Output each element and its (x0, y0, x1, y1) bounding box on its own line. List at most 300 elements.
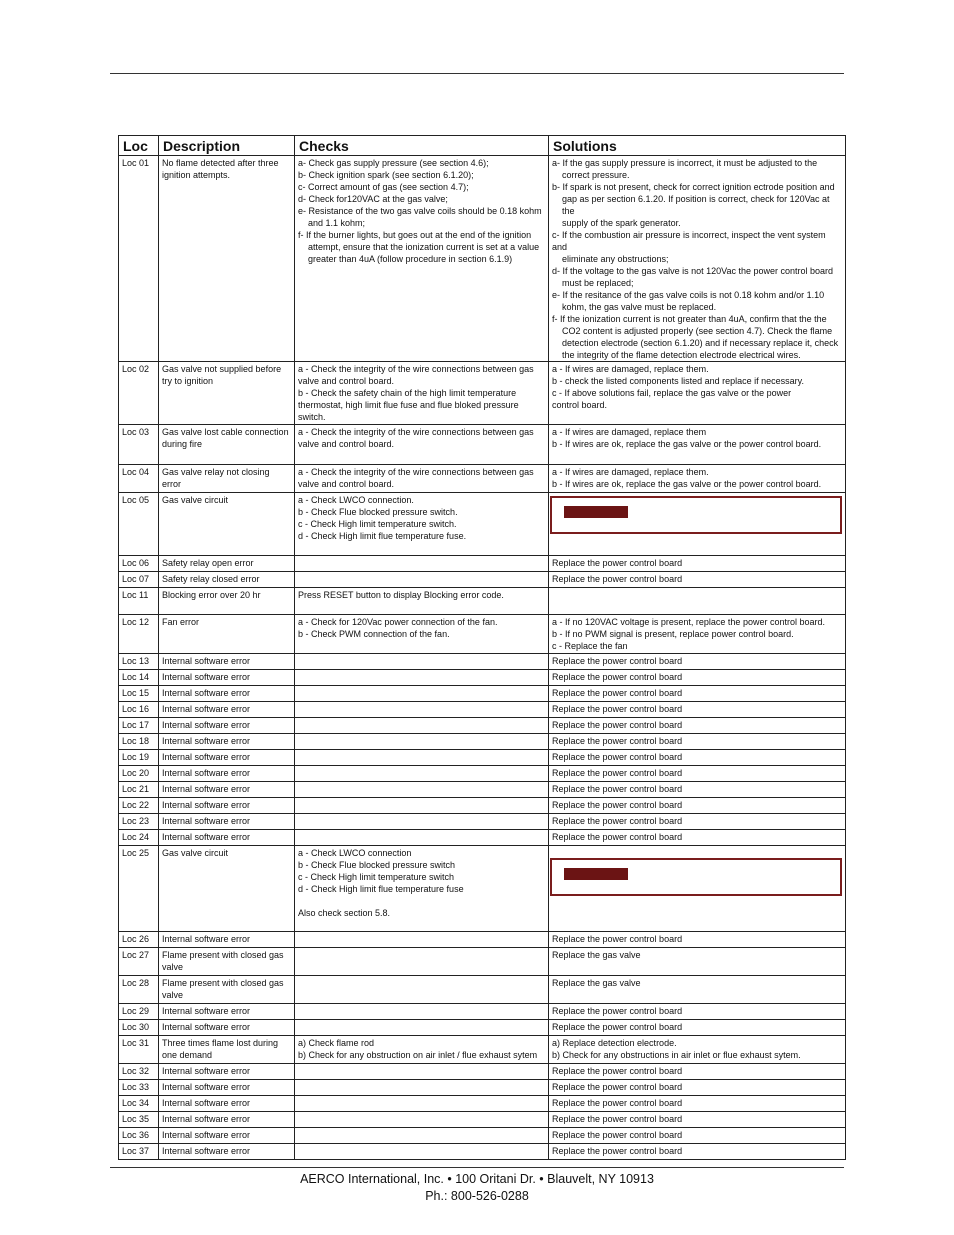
solutions-cell (549, 1096, 846, 1112)
description-cell (159, 670, 295, 686)
column-header-description: Description (159, 136, 295, 156)
description-cell (159, 493, 295, 556)
description-cell (159, 156, 295, 362)
solutions-cell (549, 948, 846, 976)
checks-cell (295, 362, 549, 425)
solutions-cell-line: Replace the power control board (552, 934, 683, 944)
loc-code-cell: Loc 21 (119, 782, 159, 798)
description-cell-line: Internal software error (162, 1130, 251, 1140)
description-cell-line: Internal software error (162, 768, 251, 778)
note-box (550, 496, 842, 534)
loc-code-cell: Loc 35 (119, 1112, 159, 1128)
solutions-cell (549, 976, 846, 1004)
solutions-cell-line: b - If no PWM signal is present, replace power control board. (552, 629, 794, 639)
checks-cell (295, 1080, 549, 1096)
table-body (119, 156, 846, 1160)
solutions-cell (549, 1004, 846, 1020)
checks-cell-line: a - Check the integrity of the wire connections between gas (298, 364, 534, 374)
description-cell-line: Internal software error (162, 656, 251, 666)
table-row (119, 425, 846, 465)
solutions-cell-line: a- If the gas supply pressure is incorrect, it must be adjusted to the (552, 158, 818, 168)
solutions-cell-line: b - check the listed components listed and replace if necessary. (552, 376, 804, 386)
solutions-cell (549, 766, 846, 782)
table-row (119, 976, 846, 1004)
description-cell-line: Internal software error (162, 1006, 251, 1016)
table-row (119, 1020, 846, 1036)
table-row (119, 1004, 846, 1020)
description-cell-line: Fan error (162, 617, 200, 627)
description-cell-line: Internal software error (162, 1022, 251, 1032)
description-cell (159, 932, 295, 948)
loc-code-cell: Loc 34 (119, 1096, 159, 1112)
solutions-cell-line: Replace the power control board (552, 832, 683, 842)
table-row (119, 615, 846, 654)
table-row (119, 750, 846, 766)
checks-cell-line: Press RESET button to display Blocking error code. (298, 590, 504, 600)
description-cell-line: Internal software error (162, 704, 251, 714)
checks-cell (295, 814, 549, 830)
description-cell (159, 948, 295, 976)
solutions-cell (549, 932, 846, 948)
description-cell (159, 1128, 295, 1144)
description-cell-line: during fire (162, 439, 203, 449)
table-row (119, 493, 846, 556)
solutions-cell (549, 734, 846, 750)
checks-cell-line: a - Check LWCO connection (298, 848, 412, 858)
description-cell-line: try to ignition (162, 376, 214, 386)
checks-cell (295, 615, 549, 654)
description-cell-line: Safety relay open error (162, 558, 254, 568)
table-row (119, 782, 846, 798)
description-cell (159, 976, 295, 1004)
loc-code-cell: Loc 23 (119, 814, 159, 830)
checks-cell-line: b) Check for any obstruction on air inlet / flue exhaust sytem (298, 1050, 538, 1060)
solutions-cell-line: Replace the power control board (552, 656, 683, 666)
solutions-cell-line: b - If wires are ok, replace the gas valve or the power control board. (552, 439, 822, 449)
loc-code-cell: Loc 20 (119, 766, 159, 782)
solutions-cell-line: Replace the gas valve (552, 950, 641, 960)
description-cell-line: Internal software error (162, 688, 251, 698)
solutions-cell-line: Replace the power control board (552, 1098, 683, 1108)
checks-cell (295, 782, 549, 798)
table-row (119, 830, 846, 846)
description-cell-line: Gas valve relay not closing error (162, 467, 270, 489)
solutions-cell (549, 830, 846, 846)
checks-cell-line: and 1.1 kohm; (308, 218, 366, 228)
loc-code-cell: Loc 19 (119, 750, 159, 766)
checks-cell-line: d - Check High limit flue temperature fuse. (298, 531, 467, 541)
checks-cell-line: e- Resistance of the two gas valve coils should be 0.18 kohm (298, 206, 542, 216)
description-cell-line: ignition attempts. (162, 170, 231, 180)
description-cell-line: Internal software error (162, 816, 251, 826)
loc-code-cell: Loc 24 (119, 830, 159, 846)
solutions-cell-line: Replace the power control board (552, 558, 683, 568)
checks-cell (295, 493, 549, 556)
loc-code-cell: Loc 32 (119, 1064, 159, 1080)
description-cell (159, 846, 295, 932)
description-cell (159, 465, 295, 493)
loc-code-cell: Loc 37 (119, 1144, 159, 1160)
solutions-cell-line: Replace the power control board (552, 1114, 683, 1124)
note-label-bar (564, 868, 628, 880)
table-row (119, 846, 846, 932)
table-row (119, 702, 846, 718)
checks-cell (295, 1128, 549, 1144)
note-label-bar (564, 506, 628, 518)
loc-code-cell: Loc 05 (119, 493, 159, 556)
checks-cell-line: a - Check the integrity of the wire connections between gas (298, 427, 534, 437)
solutions-cell-line: control board. (552, 400, 608, 410)
checks-cell (295, 425, 549, 465)
description-cell-line: Gas valve circuit (162, 848, 229, 858)
description-cell-line: Flame present with closed gas (162, 978, 284, 988)
checks-cell (295, 1112, 549, 1128)
description-cell (159, 654, 295, 670)
table-row (119, 1064, 846, 1080)
checks-cell (295, 1064, 549, 1080)
table-row (119, 465, 846, 493)
checks-cell-line: a - Check for 120Vac power connection of the fan. (298, 617, 498, 627)
description-cell (159, 572, 295, 588)
description-cell-line: Internal software error (162, 784, 251, 794)
description-cell-line: valve (162, 962, 184, 972)
description-cell (159, 1112, 295, 1128)
loc-code-cell: Loc 01 (119, 156, 159, 362)
checks-cell-line: c - Check High limit temperature switch (298, 872, 455, 882)
solutions-cell (549, 814, 846, 830)
checks-cell-line: b - Check Flue blocked pressure switch. (298, 507, 458, 517)
solutions-cell (549, 1064, 846, 1080)
checks-cell-line: valve and control board. (298, 376, 395, 386)
checks-cell-line: a) Check flame rod (298, 1038, 375, 1048)
description-cell (159, 425, 295, 465)
solutions-cell-line: Replace the power control board (552, 1066, 683, 1076)
solutions-cell-line: Replace the power control board (552, 688, 683, 698)
loc-code-cell: Loc 16 (119, 702, 159, 718)
solutions-cell (549, 1144, 846, 1160)
table-row (119, 654, 846, 670)
header-rule (110, 73, 844, 74)
solutions-cell (549, 1020, 846, 1036)
table-row (119, 1080, 846, 1096)
solutions-cell-line: Replace the power control board (552, 736, 683, 746)
solutions-cell-line: b- If spark is not present, check for correct ignition ectrode position and (552, 182, 835, 192)
column-header-solutions: Solutions (549, 136, 846, 156)
description-cell (159, 686, 295, 702)
checks-cell-line: f- If the burner lights, but goes out at the end of the ignition (298, 230, 532, 240)
description-cell (159, 766, 295, 782)
description-cell (159, 556, 295, 572)
solutions-cell-line: Replace the power control board (552, 1082, 683, 1092)
table-row (119, 572, 846, 588)
solutions-cell-line: kohm, the gas valve must be replaced. (562, 302, 717, 312)
loc-code-cell: Loc 26 (119, 932, 159, 948)
description-cell-line: Gas valve circuit (162, 495, 229, 505)
solutions-cell-line: c- If the combustion air pressure is incorrect, inspect the vent system and (552, 230, 826, 252)
checks-cell-line (298, 895, 545, 907)
table-row (119, 362, 846, 425)
solutions-cell-line: Replace the power control board (552, 1130, 683, 1140)
checks-cell (295, 670, 549, 686)
table-row (119, 798, 846, 814)
description-cell (159, 588, 295, 615)
checks-cell-line: switch. (298, 412, 326, 422)
checks-cell-line: attempt, ensure that the ionization current is set at a value (308, 242, 540, 252)
solutions-cell-line: correct pressure. (562, 170, 630, 180)
description-cell-line: Internal software error (162, 1098, 251, 1108)
description-cell-line: Internal software error (162, 1082, 251, 1092)
page-footer (0, 1171, 954, 1205)
checks-cell (295, 718, 549, 734)
loc-code-cell: Loc 25 (119, 846, 159, 932)
loc-code-cell: Loc 03 (119, 425, 159, 465)
checks-cell (295, 572, 549, 588)
solutions-cell (549, 1036, 846, 1064)
solutions-cell (549, 798, 846, 814)
checks-cell-line: a - Check LWCO connection. (298, 495, 414, 505)
table-row (119, 814, 846, 830)
solutions-cell (549, 362, 846, 425)
note-box (550, 858, 842, 896)
checks-cell-line: a - Check the integrity of the wire connections between gas (298, 467, 534, 477)
checks-cell (295, 932, 549, 948)
solutions-cell (549, 425, 846, 465)
description-cell (159, 718, 295, 734)
column-header-loc: Loc (119, 136, 159, 156)
solutions-cell-line: f- If the ionization current is not greater than 4uA, confirm that the the (552, 314, 827, 324)
checks-cell (295, 830, 549, 846)
loc-code-cell: Loc 22 (119, 798, 159, 814)
solutions-cell-line: b) Check for any obstructions in air inlet or flue exhaust sytem. (552, 1050, 801, 1060)
description-cell (159, 734, 295, 750)
table-row (119, 1112, 846, 1128)
solutions-cell-line: Replace the power control board (552, 1146, 683, 1156)
solutions-cell-line: must be replaced; (562, 278, 634, 288)
checks-cell (295, 766, 549, 782)
footer-phone: Ph.: 800-526-0288 (425, 1189, 529, 1203)
solutions-cell (549, 1112, 846, 1128)
description-cell (159, 362, 295, 425)
solutions-cell-line: b - If wires are ok, replace the gas valve or the power control board. (552, 479, 822, 489)
checks-cell-line: thermostat, high limit flue fuse and flue bloked pressure (298, 400, 519, 410)
footer-rule (110, 1167, 844, 1168)
checks-cell (295, 1036, 549, 1064)
solutions-cell (549, 588, 846, 615)
table-row (119, 948, 846, 976)
description-cell (159, 750, 295, 766)
solutions-cell-line: a - If wires are damaged, replace them. (552, 364, 709, 374)
table-row (119, 1036, 846, 1064)
loc-code-cell: Loc 04 (119, 465, 159, 493)
description-cell-line: Internal software error (162, 1146, 251, 1156)
column-header-checks: Checks (295, 136, 549, 156)
checks-cell-line: greater than 4uA (follow procedure in section 6.1.9) (308, 254, 513, 264)
checks-cell-line: d - Check High limit flue temperature fuse (298, 884, 464, 894)
description-cell-line: No flame detected after three (162, 158, 279, 168)
solutions-cell (549, 615, 846, 654)
checks-cell-line: b - Check PWM connection of the fan. (298, 629, 450, 639)
loc-code-cell: Loc 13 (119, 654, 159, 670)
checks-cell-line: valve and control board. (298, 439, 395, 449)
description-cell (159, 1004, 295, 1020)
table-row (119, 766, 846, 782)
footer-address: AERCO International, Inc. • 100 Oritani Dr. • Blauvelt, NY 10913 (300, 1172, 654, 1186)
solutions-cell-line: Replace the power control board (552, 574, 683, 584)
checks-cell (295, 654, 549, 670)
solutions-cell-line: Replace the power control board (552, 768, 683, 778)
description-cell (159, 814, 295, 830)
checks-cell (295, 465, 549, 493)
table-row (119, 734, 846, 750)
solutions-cell (549, 556, 846, 572)
solutions-cell-line: eliminate any obstructions; (562, 254, 669, 264)
loc-code-cell: Loc 14 (119, 670, 159, 686)
solutions-cell-line: Replace the power control board (552, 1022, 683, 1032)
checks-cell (295, 556, 549, 572)
solutions-cell-line: Replace the power control board (552, 720, 683, 730)
loc-code-cell: Loc 12 (119, 615, 159, 654)
loc-code-cell: Loc 28 (119, 976, 159, 1004)
table-row (119, 670, 846, 686)
checks-cell-line: c - Check High limit temperature switch. (298, 519, 457, 529)
description-cell (159, 830, 295, 846)
solutions-cell (549, 686, 846, 702)
description-cell-line: Internal software error (162, 832, 251, 842)
table-row (119, 556, 846, 572)
loc-code-cell: Loc 07 (119, 572, 159, 588)
checks-cell (295, 702, 549, 718)
checks-cell (295, 156, 549, 362)
description-cell (159, 702, 295, 718)
table-row (119, 932, 846, 948)
checks-cell (295, 734, 549, 750)
solutions-cell-line: detection electrode (section 6.1.20) and if necessary replace it, check (562, 338, 839, 348)
checks-cell (295, 1096, 549, 1112)
description-cell-line: Internal software error (162, 800, 251, 810)
solutions-cell (549, 1128, 846, 1144)
checks-cell (295, 948, 549, 976)
solutions-cell-line: a) Replace detection electrode. (552, 1038, 677, 1048)
loc-code-cell: Loc 11 (119, 588, 159, 615)
description-cell-line: Safety relay closed error (162, 574, 260, 584)
solutions-cell-line: d- If the voltage to the gas valve is not 120Vac the power control board (552, 266, 834, 276)
table-row (119, 718, 846, 734)
description-cell-line: Gas valve not supplied before (162, 364, 282, 374)
solutions-cell-line: Replace the power control board (552, 672, 683, 682)
description-cell-line: one demand (162, 1050, 213, 1060)
table-row (119, 1128, 846, 1144)
solutions-cell (549, 782, 846, 798)
checks-cell-line: a- Check gas supply pressure (see section 4.6); (298, 158, 489, 168)
solutions-cell-line: Replace the power control board (552, 800, 683, 810)
description-cell-line: Internal software error (162, 1066, 251, 1076)
table-row (119, 1096, 846, 1112)
checks-cell (295, 1144, 549, 1160)
description-cell-line: Internal software error (162, 672, 251, 682)
solutions-cell-line: c - Replace the fan (552, 641, 628, 651)
description-cell-line: Flame present with closed gas (162, 950, 284, 960)
description-cell-line: Gas valve lost cable connection (162, 427, 289, 437)
solutions-cell-line: a - If wires are damaged, replace them (552, 427, 707, 437)
loc-code-cell: Loc 31 (119, 1036, 159, 1064)
description-cell-line: Internal software error (162, 736, 251, 746)
description-cell (159, 1036, 295, 1064)
checks-cell (295, 750, 549, 766)
table-row (119, 156, 846, 362)
solutions-cell-line: gap as per section 6.1.20. If position is correct, check for 120Vac at the (562, 194, 830, 216)
lockout-error-table (118, 135, 846, 1160)
solutions-cell (549, 670, 846, 686)
table-header-row (119, 136, 846, 156)
solutions-cell (549, 1080, 846, 1096)
solutions-cell (549, 572, 846, 588)
solutions-cell (549, 465, 846, 493)
solutions-cell-line: e- If the resitance of the gas valve coils is not 0.18 kohm and/or 1.10 (552, 290, 825, 300)
solutions-cell-line: the integrity of the flame detection electrode electrical wires. (562, 350, 801, 360)
loc-code-cell: Loc 17 (119, 718, 159, 734)
table-row (119, 588, 846, 615)
loc-code-cell: Loc 33 (119, 1080, 159, 1096)
solutions-cell-line: CO2 content is adjusted properly (see section 4.7). Check the flame (562, 326, 833, 336)
solutions-cell (549, 718, 846, 734)
loc-code-cell: Loc 15 (119, 686, 159, 702)
solutions-cell (549, 702, 846, 718)
solutions-cell-line: c - If above solutions fail, replace the gas valve or the power (552, 388, 792, 398)
description-cell-line: Internal software error (162, 934, 251, 944)
solutions-cell-line: Replace the power control board (552, 1006, 683, 1016)
description-cell (159, 798, 295, 814)
checks-cell-line: d- Check for120VAC at the gas valve; (298, 194, 448, 204)
solutions-cell-line: Replace the power control board (552, 752, 683, 762)
solutions-cell-line: supply of the spark generator. (562, 218, 681, 228)
checks-cell (295, 1004, 549, 1020)
solutions-cell (549, 654, 846, 670)
description-cell-line: Blocking error over 20 hr (162, 590, 261, 600)
solutions-cell (549, 493, 846, 556)
checks-cell (295, 686, 549, 702)
solutions-cell-line: Replace the power control board (552, 784, 683, 794)
loc-code-cell: Loc 29 (119, 1004, 159, 1020)
checks-cell-line: b- Check ignition spark (see section 6.1.20); (298, 170, 474, 180)
solutions-cell-line: Replace the gas valve (552, 978, 641, 988)
loc-code-cell: Loc 36 (119, 1128, 159, 1144)
description-cell-line: Internal software error (162, 720, 251, 730)
solutions-cell-line: Replace the power control board (552, 704, 683, 714)
description-cell (159, 1144, 295, 1160)
checks-cell-line: b - Check Flue blocked pressure switch (298, 860, 456, 870)
solutions-cell-line: a - If wires are damaged, replace them. (552, 467, 709, 477)
checks-cell-line: c- Correct amount of gas (see section 4.7); (298, 182, 469, 192)
checks-cell-line: b - Check the safety chain of the high limit temperature (298, 388, 517, 398)
solutions-cell-line: Replace the power control board (552, 816, 683, 826)
solutions-cell (549, 750, 846, 766)
checks-cell (295, 588, 549, 615)
description-cell (159, 1064, 295, 1080)
solutions-cell-line: a - If no 120VAC voltage is present, replace the power control board. (552, 617, 825, 627)
description-cell (159, 1020, 295, 1036)
description-cell-line: valve (162, 990, 184, 1000)
checks-cell-line: Also check section 5.8. (298, 908, 391, 918)
checks-cell (295, 798, 549, 814)
loc-code-cell: Loc 30 (119, 1020, 159, 1036)
description-cell (159, 1096, 295, 1112)
description-cell (159, 1080, 295, 1096)
solutions-cell (549, 846, 846, 932)
solutions-cell (549, 156, 846, 362)
table-row (119, 1144, 846, 1160)
checks-cell-line: valve and control board. (298, 479, 395, 489)
description-cell-line: Three times flame lost during (162, 1038, 279, 1048)
